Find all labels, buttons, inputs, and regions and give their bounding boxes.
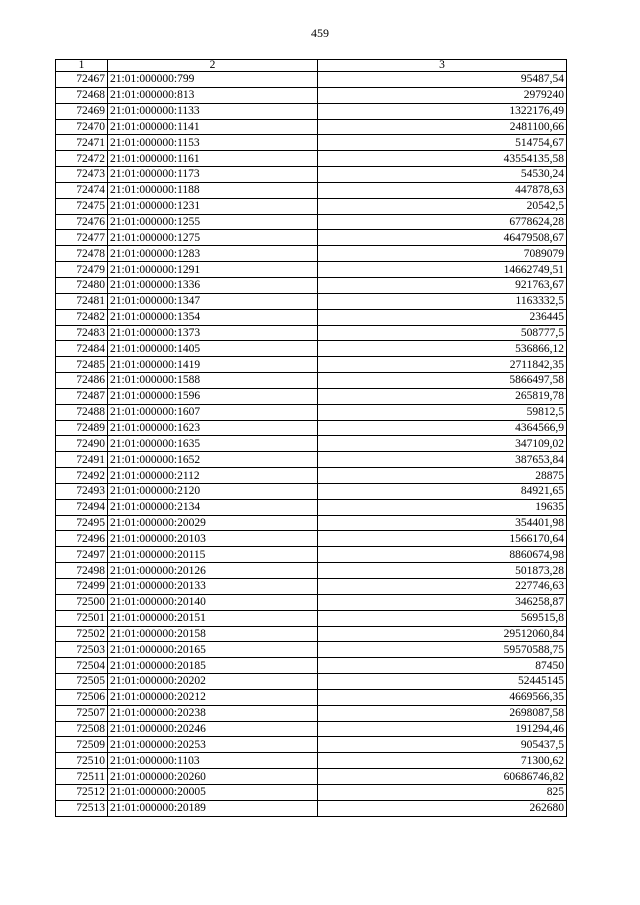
table-row [56,800,567,816]
cadastral-number-cell: 21:01:000000:1133 [108,103,318,119]
row-number-cell: 72492 [56,468,108,484]
table-row [56,547,567,563]
table-row [56,436,567,452]
value-cell: 43554135,58 [318,151,567,167]
row-number-cell: 72478 [56,246,108,262]
value-cell: 2979240 [318,87,567,103]
table-row [56,182,567,198]
value-cell: 14662749,51 [318,262,567,278]
value-cell: 59570588,75 [318,642,567,658]
table-row [56,674,567,690]
cadastral-number-cell: 21:01:000000:1173 [108,167,318,183]
row-number-cell: 72511 [56,769,108,785]
row-number-cell: 72510 [56,753,108,769]
cadastral-number-cell: 21:01:000000:799 [108,72,318,88]
table-row [56,753,567,769]
table-row [56,721,567,737]
cadastral-number-cell: 21:01:000000:20151 [108,610,318,626]
row-number-cell: 72469 [56,103,108,119]
table-body [56,72,567,817]
value-cell: 347109,02 [318,436,567,452]
table-row [56,87,567,103]
row-number-cell: 72494 [56,499,108,515]
row-number-cell: 72473 [56,167,108,183]
cadastral-number-cell: 21:01:000000:1405 [108,341,318,357]
value-cell: 2481100,66 [318,119,567,135]
value-cell: 905437,5 [318,737,567,753]
table-row [56,515,567,531]
row-number-cell: 72505 [56,674,108,690]
value-cell: 501873,28 [318,563,567,579]
row-number-cell: 72513 [56,800,108,816]
cadastral-number-cell: 21:01:000000:20212 [108,689,318,705]
value-cell: 1322176,49 [318,103,567,119]
row-number-cell: 72480 [56,277,108,293]
value-cell: 95487,54 [318,72,567,88]
cadastral-number-cell: 21:01:000000:20029 [108,515,318,531]
value-cell: 508777,5 [318,325,567,341]
table-row [56,610,567,626]
table-row [56,119,567,135]
table-row [56,420,567,436]
value-cell: 514754,67 [318,135,567,151]
value-cell: 19635 [318,499,567,515]
row-number-cell: 72508 [56,721,108,737]
cadastral-number-cell: 21:01:000000:20246 [108,721,318,737]
value-cell: 2711842,35 [318,357,567,373]
table-row [56,309,567,325]
row-number-cell: 72472 [56,151,108,167]
cadastral-number-cell: 21:01:000000:2112 [108,468,318,484]
value-cell: 1566170,64 [318,531,567,547]
table-row [56,325,567,341]
table-row [56,103,567,119]
row-number-cell: 72467 [56,72,108,88]
cadastral-number-cell: 21:01:000000:20253 [108,737,318,753]
value-cell: 54530,24 [318,167,567,183]
row-number-cell: 72479 [56,262,108,278]
cadastral-number-cell: 21:01:000000:1623 [108,420,318,436]
row-number-cell: 72499 [56,579,108,595]
table-row [56,230,567,246]
value-cell: 7089079 [318,246,567,262]
cadastral-number-cell: 21:01:000000:1291 [108,262,318,278]
row-number-cell: 72495 [56,515,108,531]
row-number-cell: 72487 [56,388,108,404]
table-row [56,151,567,167]
cadastral-number-cell: 21:01:000000:1255 [108,214,318,230]
cadastral-number-cell: 21:01:000000:1141 [108,119,318,135]
cadastral-number-cell: 21:01:000000:20260 [108,769,318,785]
value-cell: 59812,5 [318,404,567,420]
table-row [56,214,567,230]
table-row [56,293,567,309]
value-cell: 87450 [318,658,567,674]
table-row [56,357,567,373]
cadastral-number-cell: 21:01:000000:20126 [108,563,318,579]
value-cell: 8860674,98 [318,547,567,563]
table-row [56,246,567,262]
cadastral-number-cell: 21:01:000000:1588 [108,373,318,389]
row-number-cell: 72498 [56,563,108,579]
table-row [56,452,567,468]
value-cell: 52445145 [318,674,567,690]
table-row [56,579,567,595]
row-number-cell: 72485 [56,357,108,373]
table-row [56,341,567,357]
value-cell: 2698087,58 [318,705,567,721]
value-cell: 354401,98 [318,515,567,531]
row-number-cell: 72490 [56,436,108,452]
value-cell: 5866497,58 [318,373,567,389]
cadastral-number-cell: 21:01:000000:20103 [108,531,318,547]
table-row [56,626,567,642]
row-number-cell: 72507 [56,705,108,721]
cadastral-number-cell: 21:01:000000:20238 [108,705,318,721]
cadastral-number-cell: 21:01:000000:20202 [108,674,318,690]
row-number-cell: 72491 [56,452,108,468]
value-cell: 71300,62 [318,753,567,769]
cadastral-number-cell: 21:01:000000:1419 [108,357,318,373]
cadastral-number-cell: 21:01:000000:1336 [108,277,318,293]
cadastral-number-cell: 21:01:000000:1275 [108,230,318,246]
row-number-cell: 72470 [56,119,108,135]
cadastral-number-cell: 21:01:000000:1188 [108,182,318,198]
cadastral-number-cell: 21:01:000000:1153 [108,135,318,151]
cadastral-number-cell: 21:01:000000:1652 [108,452,318,468]
row-number-cell: 72489 [56,420,108,436]
value-cell: 46479508,67 [318,230,567,246]
value-cell: 1163332,5 [318,293,567,309]
row-number-cell: 72475 [56,198,108,214]
row-number-cell: 72501 [56,610,108,626]
value-cell: 84921,65 [318,483,567,499]
value-cell: 191294,46 [318,721,567,737]
row-number-cell: 72482 [56,309,108,325]
cadastral-number-cell: 21:01:000000:2134 [108,499,318,515]
cadastral-number-cell: 21:01:000000:1373 [108,325,318,341]
data-table [55,59,567,817]
row-number-cell: 72483 [56,325,108,341]
table-row [56,531,567,547]
cadastral-number-cell: 21:01:000000:1283 [108,246,318,262]
value-cell: 921763,67 [318,277,567,293]
cadastral-number-cell: 21:01:000000:1635 [108,436,318,452]
value-cell: 60686746,82 [318,769,567,785]
table-row [56,705,567,721]
cadastral-number-cell: 21:01:000000:20165 [108,642,318,658]
row-number-cell: 72474 [56,182,108,198]
cadastral-number-cell: 21:01:000000:20185 [108,658,318,674]
row-number-cell: 72481 [56,293,108,309]
value-cell: 20542,5 [318,198,567,214]
table-row [56,499,567,515]
table-row [56,737,567,753]
cadastral-number-cell: 21:01:000000:20189 [108,800,318,816]
row-number-cell: 72497 [56,547,108,563]
row-number-cell: 72509 [56,737,108,753]
value-cell: 29512060,84 [318,626,567,642]
cadastral-number-cell: 21:01:000000:2120 [108,483,318,499]
row-number-cell: 72476 [56,214,108,230]
cadastral-number-cell: 21:01:000000:20115 [108,547,318,563]
cadastral-number-cell: 21:01:000000:1354 [108,309,318,325]
cadastral-number-cell: 21:01:000000:813 [108,87,318,103]
cadastral-number-cell: 21:01:000000:1161 [108,151,318,167]
table-header-row [56,60,567,72]
table-row [56,262,567,278]
row-number-cell: 72488 [56,404,108,420]
table-row [56,277,567,293]
value-cell: 4364566,9 [318,420,567,436]
row-number-cell: 72484 [56,341,108,357]
table-row [56,563,567,579]
row-number-cell: 72493 [56,483,108,499]
row-number-cell: 72503 [56,642,108,658]
cadastral-number-cell: 21:01:000000:1347 [108,293,318,309]
value-cell: 825 [318,784,567,800]
table-row [56,135,567,151]
cadastral-number-cell: 21:01:000000:20140 [108,594,318,610]
row-number-cell: 72486 [56,373,108,389]
value-cell: 569515,8 [318,610,567,626]
value-cell: 346258,87 [318,594,567,610]
column-header-2: 2 [108,60,318,72]
table-row [56,594,567,610]
table-row [56,784,567,800]
table-row [56,167,567,183]
table-row [56,642,567,658]
table-row [56,689,567,705]
cadastral-number-cell: 21:01:000000:20158 [108,626,318,642]
table-row [56,388,567,404]
value-cell: 4669566,35 [318,689,567,705]
row-number-cell: 72506 [56,689,108,705]
cadastral-number-cell: 21:01:000000:20005 [108,784,318,800]
row-number-cell: 72496 [56,531,108,547]
table-row [56,769,567,785]
value-cell: 262680 [318,800,567,816]
table-row [56,483,567,499]
table-row [56,373,567,389]
cadastral-number-cell: 21:01:000000:20133 [108,579,318,595]
row-number-cell: 72500 [56,594,108,610]
row-number-cell: 72471 [56,135,108,151]
table-row [56,468,567,484]
value-cell: 236445 [318,309,567,325]
value-cell: 28875 [318,468,567,484]
value-cell: 265819,78 [318,388,567,404]
value-cell: 227746,63 [318,579,567,595]
row-number-cell: 72502 [56,626,108,642]
value-cell: 447878,63 [318,182,567,198]
column-header-3: 3 [318,60,567,72]
table-row [56,658,567,674]
cadastral-number-cell: 21:01:000000:1231 [108,198,318,214]
table-row [56,198,567,214]
column-header-1: 1 [56,60,108,72]
value-cell: 6778624,28 [318,214,567,230]
value-cell: 536866,12 [318,341,567,357]
row-number-cell: 72477 [56,230,108,246]
row-number-cell: 72504 [56,658,108,674]
row-number-cell: 72512 [56,784,108,800]
value-cell: 387653,84 [318,452,567,468]
page-number: 459 [311,26,329,40]
table-row [56,72,567,88]
cadastral-number-cell: 21:01:000000:1103 [108,753,318,769]
cadastral-number-cell: 21:01:000000:1596 [108,388,318,404]
row-number-cell: 72468 [56,87,108,103]
table-row [56,404,567,420]
cadastral-number-cell: 21:01:000000:1607 [108,404,318,420]
